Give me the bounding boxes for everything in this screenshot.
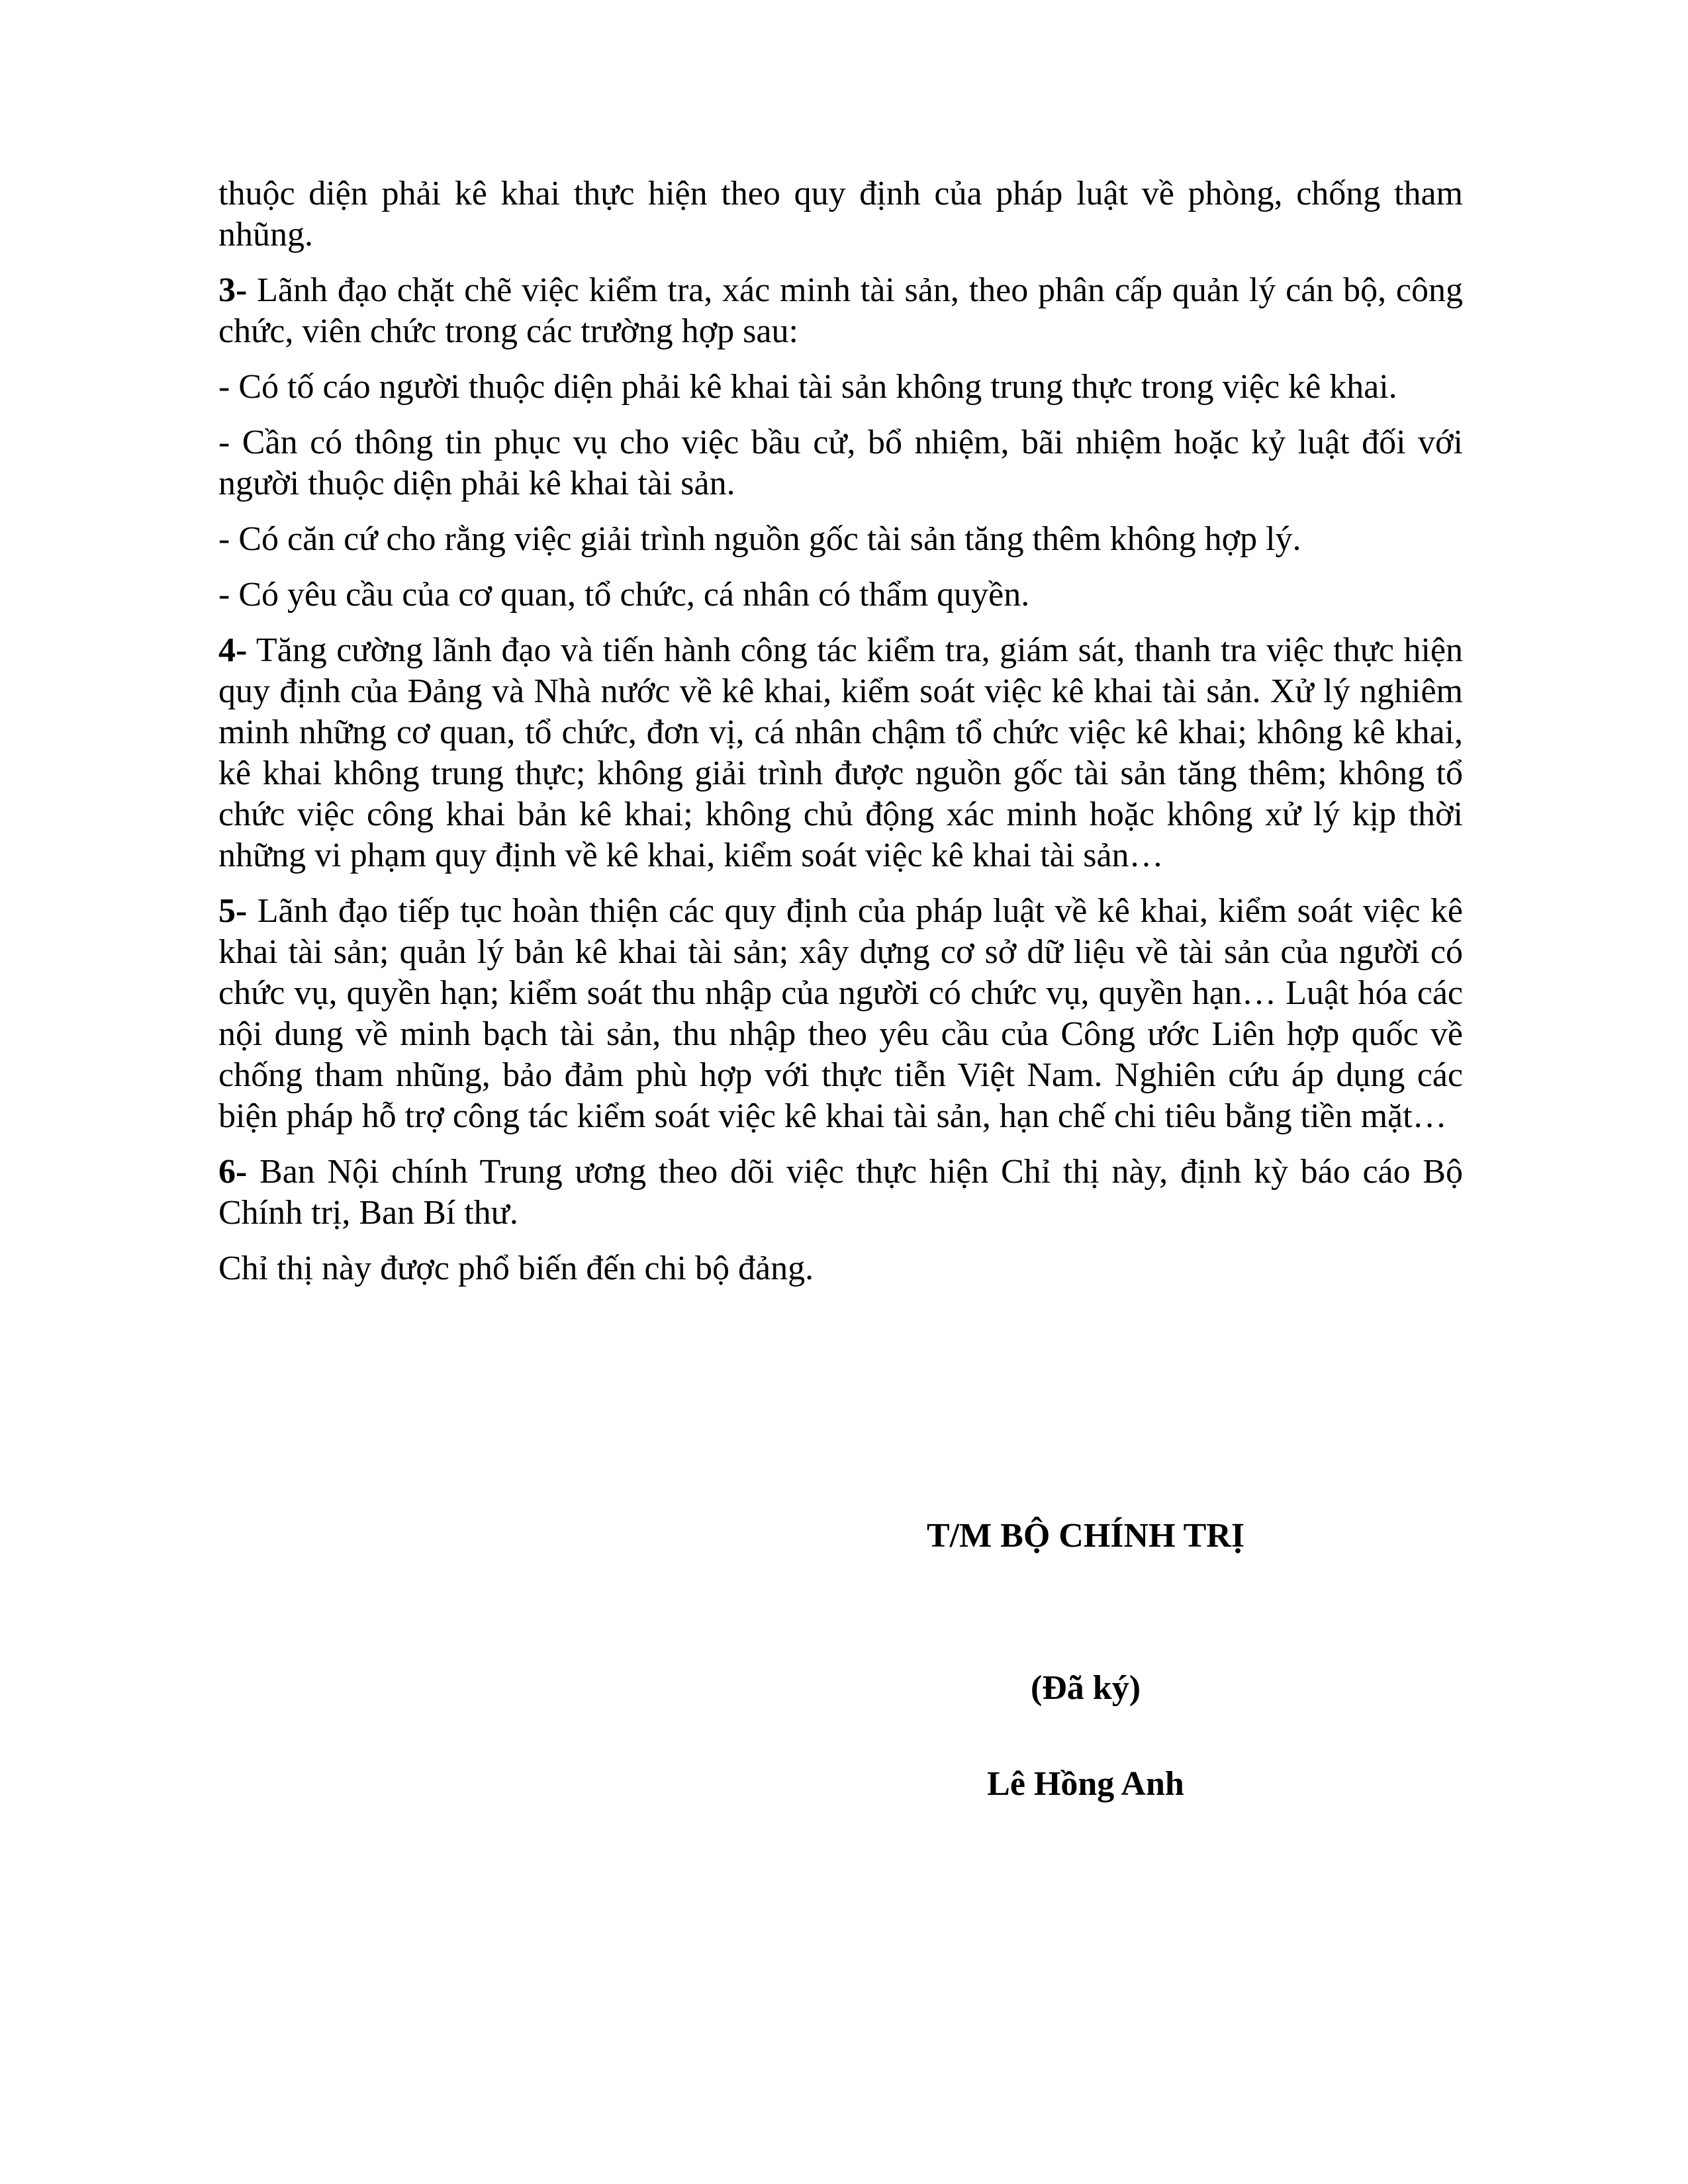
signature-signed-note: (Đã ký) <box>1030 1669 1141 1707</box>
bullet-item <box>218 422 1463 504</box>
bullet-item <box>218 367 1463 408</box>
bullet-item <box>218 574 1463 615</box>
paragraph-number: 6- <box>218 1153 248 1191</box>
paragraph-text: Tăng cường lãnh đạo và tiến hành công tác kiểm tra, giám sát, thanh tra việc thực hiện quy định của Đảng và Nhà nước về kê khai, kiểm soát việc kê khai tài sản. Xử lý nghiêm minh những cơ quan, tổ chức, đơn vị, cá nhân chậm tổ chức việc kê khai; không kê khai, kê khai không trung thực; không giải trình được nguồn gốc tài sản tăng thêm; không tổ chức việc công khai bản kê khai; không chủ động xác minh hoặc không xử lý kịp thời những vi phạm quy định về kê khai, kiểm soát việc kê khai tài sản… <box>218 631 1463 874</box>
document-body <box>218 173 1463 1304</box>
paragraph-text: Lãnh đạo chặt chẽ việc kiểm tra, xác minh tài sản, theo phân cấp quản lý cán bộ, công chức, viên chức trong các trường hợp sau: <box>218 271 1463 350</box>
paragraph-text: - Có yêu cầu của cơ quan, tổ chức, cá nhân có thẩm quyền. <box>218 576 1030 614</box>
paragraph-text: Chỉ thị này được phổ biến đến chi bộ đảng. <box>218 1250 814 1287</box>
paragraph-number: 5- <box>218 892 248 930</box>
paragraph-item-3 <box>218 270 1463 352</box>
paragraph-text: - Có căn cứ cho rằng việc giải trình nguồn gốc tài sản tăng thêm không hợp lý. <box>218 520 1301 558</box>
paragraph-text: - Có tố cáo người thuộc diện phải kê khai tài sản không trung thực trong việc kê khai. <box>218 368 1397 406</box>
paragraph-item-5 <box>218 891 1463 1137</box>
paragraph-text: - Cần có thông tin phục vụ cho việc bầu cử, bổ nhiệm, bãi nhiệm hoặc kỷ luật đối với người thuộc diện phải kê khai tài sản. <box>218 424 1463 502</box>
paragraph-item-6 <box>218 1152 1463 1234</box>
signature-title: T/M BỘ CHÍNH TRỊ <box>926 1517 1245 1555</box>
bullet-item <box>218 519 1463 560</box>
closing-statement <box>218 1248 1463 1289</box>
paragraph-number: 4- <box>218 631 248 669</box>
paragraph-text: Ban Nội chính Trung ương theo dõi việc thực hiện Chỉ thị này, định kỳ báo cáo Bộ Chính trị, Ban Bí thư. <box>218 1153 1463 1232</box>
paragraph-number: 3- <box>218 271 248 309</box>
paragraph-continuation <box>218 173 1463 255</box>
paragraph-item-4 <box>218 630 1463 876</box>
paragraph-text: thuộc diện phải kê khai thực hiện theo quy định của pháp luật về phòng, chống tham nhũng. <box>218 175 1463 253</box>
signatory-name: Lê Hồng Anh <box>987 1765 1184 1803</box>
paragraph-text: Lãnh đạo tiếp tục hoàn thiện các quy định của pháp luật về kê khai, kiểm soát việc kê khai tài sản; quản lý bản kê khai tài sản; xây dựng cơ sở dữ liệu về tài sản của người có chức vụ, quyền hạn; kiểm soát thu nhập của người có chức vụ, quyền hạn… Luật hóa các nội dung về minh bạch tài sản, thu nhập theo yêu cầu của Công ước Liên hợp quốc về chống tham nhũng, bảo đảm phù hợp với thực tiễn Việt Nam. Nghiên cứu áp dụng các biện pháp hỗ trợ công tác kiểm soát việc kê khai tài sản, hạn chế chi tiêu bằng tiền mặt… <box>218 892 1463 1135</box>
